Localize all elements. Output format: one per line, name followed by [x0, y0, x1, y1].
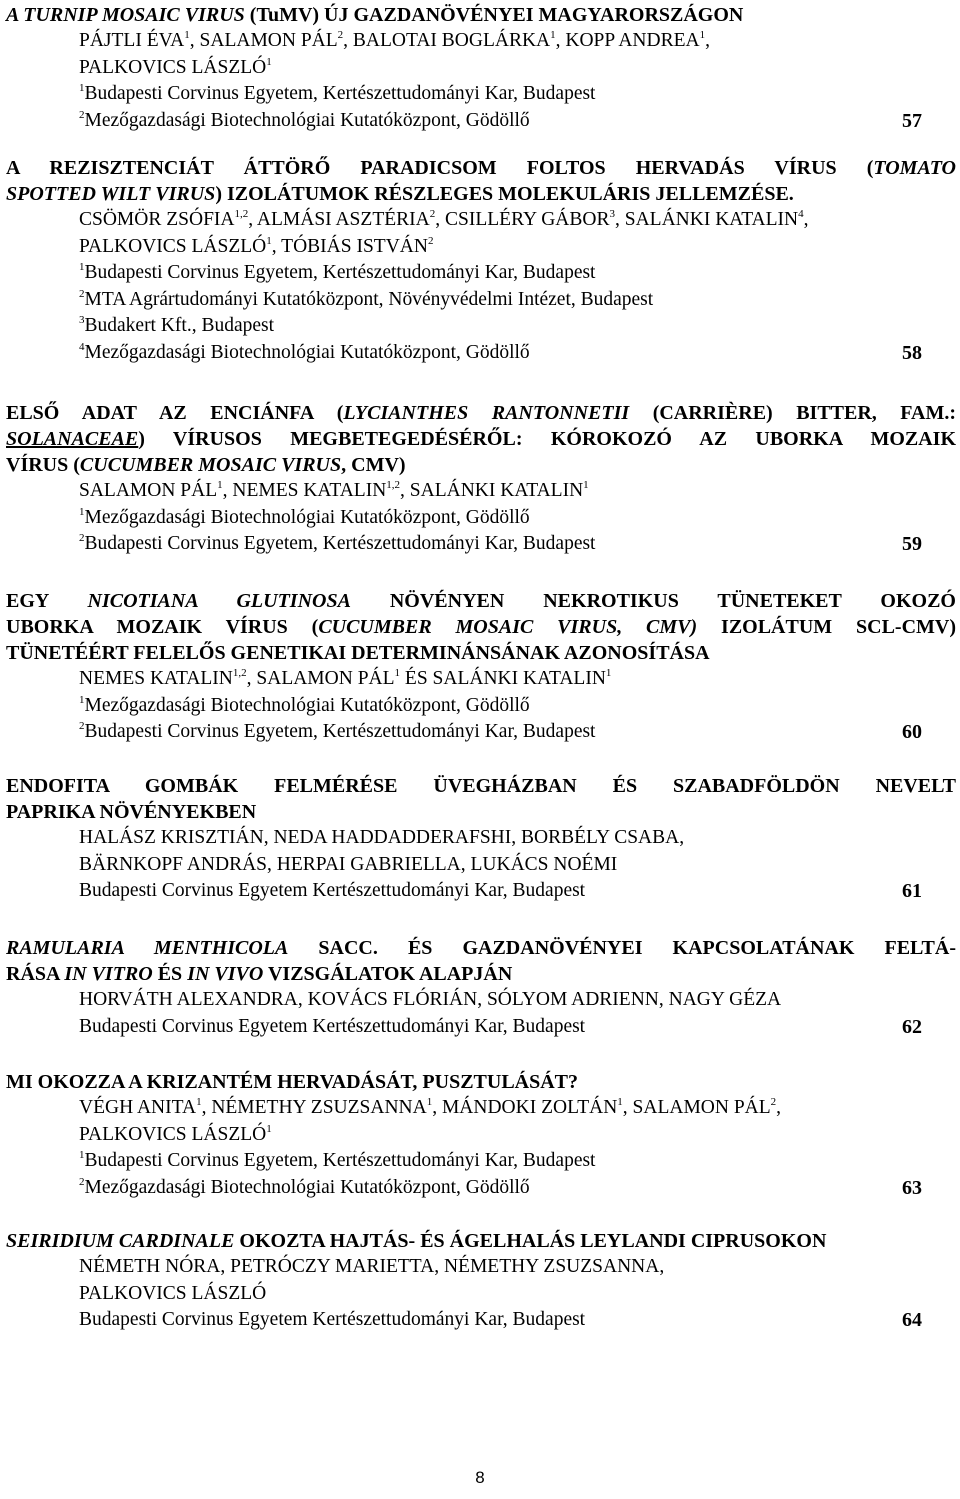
superscript: 1: [550, 29, 556, 41]
text-segment: ,: [705, 30, 710, 51]
text-segment: RÁSA: [6, 963, 65, 985]
text-segment: Budapesti Corvinus Egyetem, Kertészettudományi Kar, Budapest: [84, 721, 596, 742]
entry-body: [79, 207, 956, 366]
author-line: [79, 1254, 956, 1281]
text-segment: , KOPP ANDREA: [555, 30, 700, 51]
superscript: 2: [79, 532, 85, 544]
toc-entry: [6, 1069, 956, 1201]
text-segment: Budapesti Corvinus Egyetem, Kertészettudományi Kar, Budapest: [84, 83, 596, 104]
text-segment: ELSŐ ADAT AZ ENCIÁNFA (: [6, 402, 344, 424]
text-segment: , NEMES KATALIN: [222, 480, 387, 501]
entry-page-number: 59: [902, 533, 922, 555]
superscript: 1,2: [232, 667, 247, 679]
superscript: 1: [266, 234, 272, 247]
superscript: 2: [337, 29, 344, 41]
author-line: [79, 478, 956, 505]
superscript: 1: [79, 82, 85, 94]
text-segment: , BALOTAI BOGLÁRKA: [343, 30, 551, 51]
italic-text: TOMATO: [873, 157, 956, 179]
toc-entry: [6, 588, 956, 746]
toc-entry: [6, 400, 956, 558]
text-segment: , ALMÁSI ASZTÉRIA: [248, 209, 430, 230]
superscript: 2: [770, 1096, 777, 1108]
text-segment: NEMES KATALIN: [79, 668, 233, 689]
text-segment: ENDOFITA GOMBÁK FELMÉRÉSE ÜVEGHÁZBAN ÉS SZABADFÖLDÖN NEVELT: [6, 775, 956, 797]
toc-entry: [6, 1228, 956, 1334]
superscript: 3: [609, 208, 615, 220]
italic-text: CUCUMBER MOSAIC VIRUS, CMV): [318, 616, 698, 638]
superscript: 1,2: [386, 479, 401, 491]
entry-body: [79, 666, 956, 746]
title-line: [6, 961, 956, 987]
superscript: 1,2: [234, 208, 249, 220]
text-segment: Mezőgazdasági Biotechnológiai Kutatóközpont, Gödöllő: [84, 1176, 530, 1198]
text-segment: Mezőgazdasági Biotechnológiai Kutatóközpont, Gödöllő: [84, 109, 530, 131]
affiliation-line: [79, 340, 956, 367]
text-segment: Mezőgazdasági Biotechnológiai Kutatóközpont, Gödöllő: [84, 341, 530, 363]
author-line: [79, 666, 956, 693]
entry-title: [6, 2, 956, 28]
text-segment: NÉMETH NÓRA, PETRÓCZY MARIETTA, NÉMETHY ZSUZSANNA,: [79, 1256, 665, 1277]
toc-entry: [6, 155, 956, 366]
text-segment: , CMV): [341, 454, 406, 476]
affiliation-line: [79, 260, 956, 287]
italic-underlined-text: SOLANACEAE: [6, 428, 139, 450]
affiliation-line: [79, 1175, 956, 1202]
title-line: [6, 452, 956, 478]
italic-text: SPOTTED WILT VIRUS: [6, 183, 216, 205]
superscript: 1: [184, 29, 190, 41]
superscript: 1: [79, 505, 85, 518]
affiliation-line: [79, 1014, 956, 1041]
entry-body: [79, 28, 956, 134]
text-segment: EGY: [6, 590, 88, 612]
entry-page-number: 60: [902, 721, 922, 743]
text-segment: PALKOVICS LÁSZLÓ: [79, 235, 267, 257]
affiliation-line: [79, 878, 956, 905]
text-segment: , SALAMON PÁL: [189, 30, 338, 51]
text-segment: PALKOVICS LÁSZLÓ: [79, 1123, 267, 1145]
text-segment: Budapesti Corvinus Egyetem, Kertészettudományi Kar, Budapest: [84, 262, 596, 283]
toc-entry: [6, 773, 956, 905]
text-segment: , CSILLÉRY GÁBOR: [435, 209, 610, 230]
superscript: 4: [798, 208, 804, 220]
superscript: 1: [617, 1096, 623, 1108]
text-segment: Budakert Kft., Budapest: [84, 315, 275, 336]
text-segment: PALKOVICS LÁSZLÓ: [79, 56, 267, 78]
italic-text: LYCIANTHES RANTONNETII: [343, 402, 630, 424]
text-segment: (CARRIÈRE) BITTER, FAM.:: [629, 402, 956, 424]
title-line: [6, 1228, 956, 1254]
superscript: 1: [394, 667, 401, 679]
italic-text: NICOTIANA GLUTINOSA: [87, 590, 351, 612]
text-segment: ) VÍRUSOS MEGBETEGEDÉSÉRŐL: KÓROKOZÓ AZ UBORKA MOZAIK: [138, 428, 956, 450]
title-line: [6, 426, 956, 452]
entry-body: [79, 1095, 956, 1201]
title-line: [6, 588, 956, 614]
text-segment: OKOZTA HAJTÁS- ÉS ÁGELHALÁS LEYLANDI CIPRUSOKON: [234, 1230, 827, 1252]
entry-page-number: 64: [902, 1309, 922, 1331]
italic-text: A TURNIP MOSAIC VIRUS: [6, 4, 245, 26]
text-segment: BÄRNKOPF ANDRÁS, HERPAI GABRIELLA, LUKÁCS NOÉMI: [79, 853, 618, 875]
toc-entry: [6, 935, 956, 1040]
entry-body: [79, 825, 956, 905]
text-segment: HORVÁTH ALEXANDRA, KOVÁCS FLÓRIÁN, SÓLYOM ADRIENN, NAGY GÉZA: [79, 989, 782, 1010]
entry-page-number: 57: [902, 109, 922, 132]
superscript: 1: [217, 479, 223, 491]
superscript: 1: [266, 55, 272, 68]
author-line: [79, 1281, 956, 1308]
entry-title: [6, 155, 956, 207]
entry-title: [6, 1228, 956, 1254]
title-line: [6, 935, 956, 961]
text-segment: ÉS SALÁNKI KATALIN: [400, 668, 606, 689]
text-segment: VÉGH ANITA: [79, 1097, 197, 1118]
text-segment: Budapesti Corvinus Egyetem, Kertészettudományi Kar, Budapest: [84, 1150, 596, 1171]
entry-title: [6, 400, 956, 478]
entry-body: [79, 1254, 956, 1334]
text-segment: Budapesti Corvinus Egyetem Kertészettudományi Kar, Budapest: [79, 880, 586, 901]
superscript: 2: [79, 108, 85, 121]
title-line: [6, 2, 956, 28]
author-line: [79, 55, 956, 82]
entry-title: [6, 773, 956, 825]
superscript: 1: [79, 1149, 85, 1161]
entry-title: [6, 935, 956, 987]
text-segment: CSÖMÖR ZSÓFIA: [79, 209, 235, 230]
entry-page-number: 58: [902, 341, 922, 364]
author-line: [79, 825, 956, 852]
affiliation-line: [79, 108, 956, 135]
entry-title: [6, 588, 956, 666]
affiliation-line: [79, 287, 956, 314]
text-segment: , NÉMETHY ZSUZSANNA: [201, 1097, 427, 1118]
text-segment: PAPRIKA NÖVÉNYEKBEN: [6, 801, 257, 823]
title-line: [6, 773, 956, 799]
title-line: [6, 1069, 956, 1095]
text-segment: , TÓBIÁS ISTVÁN: [271, 235, 428, 257]
text-segment: MI OKOZZA A KRIZANTÉM HERVADÁSÁT, PUSZTULÁSÁT?: [6, 1071, 579, 1093]
text-segment: SACC. ÉS GAZDANÖVÉNYEI KAPCSOLATÁNAK FELTÁ-: [288, 937, 956, 959]
affiliation-line: [79, 1307, 956, 1334]
author-line: [79, 1095, 956, 1122]
author-line: [79, 987, 956, 1014]
superscript: 1: [79, 693, 85, 706]
text-segment: ) IZOLÁTUMOK RÉSZLEGES MOLEKULÁRIS JELLEMZÉSE.: [215, 183, 794, 205]
affiliation-line: [79, 313, 956, 340]
superscript: 4: [79, 340, 85, 353]
superscript: 1: [266, 1122, 272, 1135]
author-line: [79, 852, 956, 879]
entry-body: [79, 987, 956, 1040]
superscript: 2: [429, 208, 436, 220]
text-segment: , SALÁNKI KATALIN: [400, 480, 584, 501]
text-segment: ÉS: [152, 963, 188, 985]
entry-page-number: 62: [902, 1015, 922, 1038]
toc-entry: [6, 2, 956, 134]
entry-title: [6, 1069, 956, 1095]
superscript: 2: [79, 287, 85, 300]
superscript: 1: [426, 1096, 433, 1108]
affiliation-line: [79, 1148, 956, 1175]
italic-text: CUCUMBER MOSAIC VIRUS: [79, 454, 342, 476]
author-line: [79, 207, 956, 234]
italic-text: SEIRIDIUM CARDINALE: [6, 1230, 235, 1252]
italic-text: IN VITRO: [64, 963, 153, 985]
superscript: 3: [79, 314, 85, 326]
superscript: 2: [427, 234, 434, 247]
entry-body: [79, 478, 956, 558]
text-segment: ,: [803, 209, 809, 230]
text-segment: TÜNETÉÉRT FELELŐS GENETIKAI DETERMINÁNSÁNAK AZONOSÍTÁSA: [6, 642, 710, 664]
affiliation-line: [79, 81, 956, 108]
text-segment: IZOLÁTUM SCL-CMV): [697, 616, 956, 638]
text-segment: MTA Agrártudományi Kutatóközpont, Növényvédelmi Intézet, Budapest: [84, 288, 654, 310]
superscript: 2: [79, 1175, 85, 1188]
text-segment: ,: [776, 1097, 782, 1118]
affiliation-line: [79, 719, 956, 746]
entry-page-number: 63: [902, 1176, 922, 1199]
text-segment: , SALAMON PÁL: [622, 1097, 771, 1118]
italic-text: RAMULARIA MENTHICOLA: [6, 937, 289, 959]
superscript: 1: [196, 1096, 202, 1108]
text-segment: , SALAMON PÁL: [246, 668, 395, 689]
author-line: [79, 28, 956, 55]
title-line: [6, 181, 956, 207]
text-segment: VÍRUS (: [6, 454, 80, 476]
text-segment: PALKOVICS LÁSZLÓ: [79, 1282, 267, 1304]
text-segment: Mezőgazdasági Biotechnológiai Kutatóközpont, Gödöllő: [84, 506, 530, 528]
superscript: 1: [699, 29, 706, 41]
text-segment: VIZSGÁLATOK ALAPJÁN: [263, 963, 513, 985]
superscript: 1: [583, 479, 589, 491]
page-number: 8: [475, 1468, 485, 1487]
title-line: [6, 155, 956, 181]
text-segment: Mezőgazdasági Biotechnológiai Kutatóközpont, Gödöllő: [84, 694, 530, 716]
italic-text: IN VIVO: [187, 963, 264, 985]
affiliation-line: [79, 693, 956, 720]
text-segment: Budapesti Corvinus Egyetem Kertészettudományi Kar, Budapest: [79, 1015, 586, 1037]
text-segment: UBORKA MOZAIK VÍRUS (: [6, 616, 319, 638]
author-line: [79, 1122, 956, 1149]
title-line: [6, 640, 956, 666]
title-line: [6, 614, 956, 640]
text-segment: , MÁNDOKI ZOLTÁN: [432, 1097, 618, 1118]
text-segment: SALAMON PÁL: [79, 480, 218, 501]
superscript: 1: [605, 667, 612, 679]
text-segment: Budapesti Corvinus Egyetem Kertészettudományi Kar, Budapest: [79, 1309, 586, 1330]
affiliation-line: [79, 531, 956, 558]
title-line: [6, 799, 956, 825]
superscript: 2: [79, 720, 85, 732]
text-segment: Budapesti Corvinus Egyetem, Kertészettudományi Kar, Budapest: [84, 533, 596, 554]
author-line: [79, 234, 956, 261]
text-segment: HALÁSZ KRISZTIÁN, NEDA HADDADDERAFSHI, BORBÉLY CSABA,: [79, 827, 685, 848]
text-segment: , SALÁNKI KATALIN: [615, 209, 799, 230]
text-segment: (TuMV) ÚJ GAZDANÖVÉNYEI MAGYARORSZÁGON: [244, 4, 744, 26]
entry-page-number: 61: [902, 880, 922, 902]
text-segment: NÖVÉNYEN NEKROTIKUS TÜNETEKET OKOZÓ: [350, 590, 956, 612]
text-segment: PÁJTLI ÉVA: [79, 30, 185, 51]
affiliation-line: [79, 505, 956, 532]
superscript: 1: [79, 261, 85, 273]
title-line: [6, 400, 956, 426]
text-segment: A REZISZTENCIÁT ÁTTÖRŐ PARADICSOM FOLTOS HERVADÁS VÍRUS (: [6, 157, 874, 179]
